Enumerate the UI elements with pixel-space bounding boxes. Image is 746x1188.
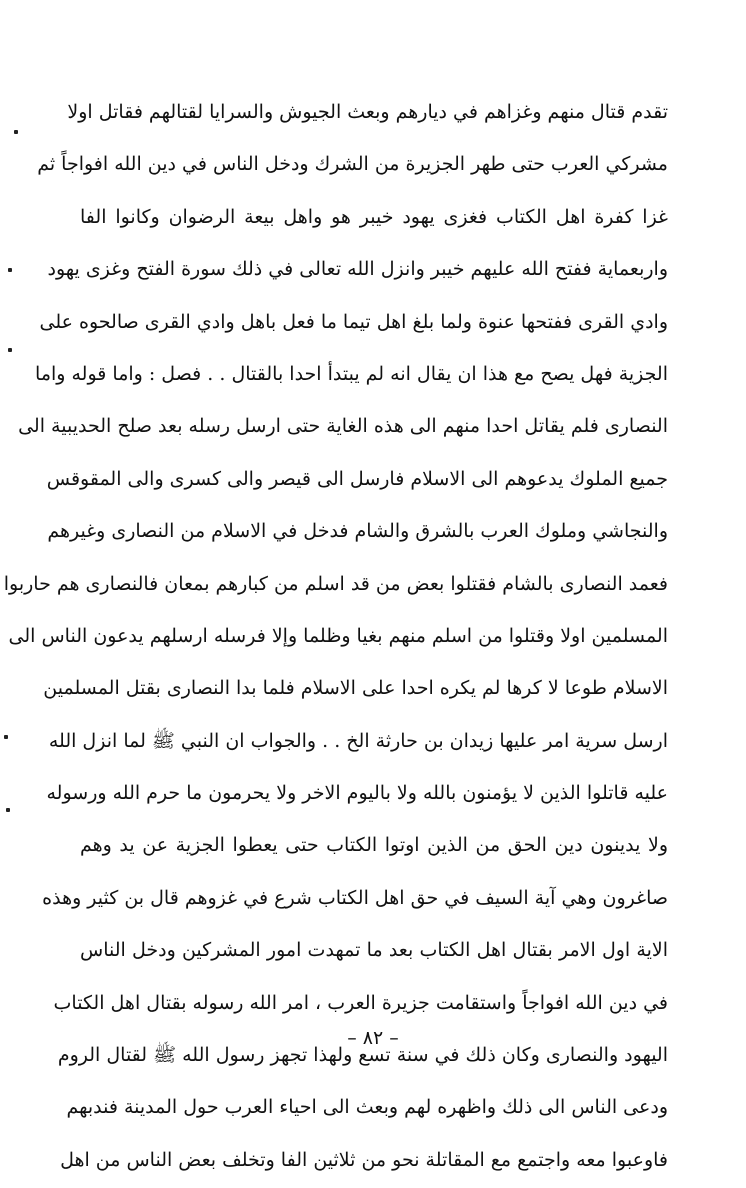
text-line: وادي القرى ففتحها عنوة ولما بلغ اهل تيما ما فعل باهل وادي القرى صالحوه على <box>39 310 668 333</box>
text-line: ارسل سرية امر عليها زيدان بن حارثة الخ . . والجواب ان النبي ﷺ لما انزل الله <box>48 729 668 752</box>
page-body <box>3 86 668 1186</box>
text-line: فعمد النصارى بالشام فقتلوا بعض من قد اسلم من كبارهم بمعان فالنصارى هم حاربوا <box>3 572 668 595</box>
text-line: مشركي العرب حتى طهر الجزيرة من الشرك ودخل الناس في دين الله افواجاً ثم <box>37 153 668 176</box>
margin-mark <box>4 735 8 739</box>
text-line: جميع الملوك يدعوهم الى الاسلام فارسل الى قيصر والى كسرى والى المقوقس <box>46 467 668 490</box>
text-line: النصارى فلم يقاتل احدا منهم الى هذه الغاية حتى ارسل رسله بعد صلح الحديبية الى <box>18 415 668 438</box>
text-line: والنجاشي وملوك العرب بالشرق والشام فدخل في الاسلام من النصارى وغيرهم <box>47 520 668 543</box>
text-line: اليهود والنصارى وكان ذلك في سنة تسع ولهذا تجهز رسول الله ﷺ لقتال الروم <box>57 1044 668 1067</box>
margin-mark <box>14 130 18 134</box>
text-line: فاوعبوا معه واجتمع مع المقاتلة نحو من ثلاثين الفا وتخلف بعض الناس من اهل <box>60 1148 668 1171</box>
page-number: – ٨٢ – <box>347 1027 399 1049</box>
text-line: عليه قاتلوا الذين لا يؤمنون بالله ولا باليوم الاخر ولا يحرمون ما حرم الله ورسوله <box>46 782 668 805</box>
text-line: تقدم قتال منهم وغزاهم في ديارهم وبعث الجيوش والسرايا لقتالهم فقاتل اولا <box>67 101 668 123</box>
text-line: ودعى الناس الى ذلك واظهره لهم وبعث الى احياء العرب حول المدينة فندبهم <box>66 1096 668 1119</box>
text-line: في دين الله افواجاً واستقامت جزيرة العرب ، امر الله رسوله بقتال اهل الكتاب <box>53 991 668 1014</box>
text-line: الجزية فهل يصح مع هذا ان يقال انه لم يبتدأ احدا بالقتال . . فصل : واما قوله واما <box>35 362 668 385</box>
text-line: الاسلام طوعا لا كرها لم يكره احدا على الاسلام فلما بدا النصارى بقتل المسلمين <box>43 677 668 700</box>
text-line: صاغرون وهي آية السيف في حق اهل الكتاب شرع في غزوهم قال بن كثير وهذه <box>42 886 668 909</box>
text-line: الاية اول الامر بقتال اهل الكتاب بعد ما تمهدت امور المشركين ودخل الناس <box>80 939 668 962</box>
text-line: واربعماية ففتح الله عليهم خيبر وانزل الله تعالى في ذلك سورة الفتح وغزى يهود <box>47 258 668 281</box>
margin-mark <box>8 268 12 272</box>
text-line: ولا يدينون دين الحق من الذين اوتوا الكتاب حتى يعطوا الجزية عن يد وهم <box>80 834 668 857</box>
margin-mark <box>6 808 10 812</box>
text-line: غزا كفرة اهل الكتاب فغزى يهود خيبر هو واهل بيعة الرضوان وكانوا الفا <box>80 205 668 228</box>
text-line: المسلمين اولا وقتلوا من اسلم منهم بغيا وظلما وإلا فرسله ارسلهم يدعون الناس الى <box>8 624 668 647</box>
margin-mark <box>8 348 12 352</box>
